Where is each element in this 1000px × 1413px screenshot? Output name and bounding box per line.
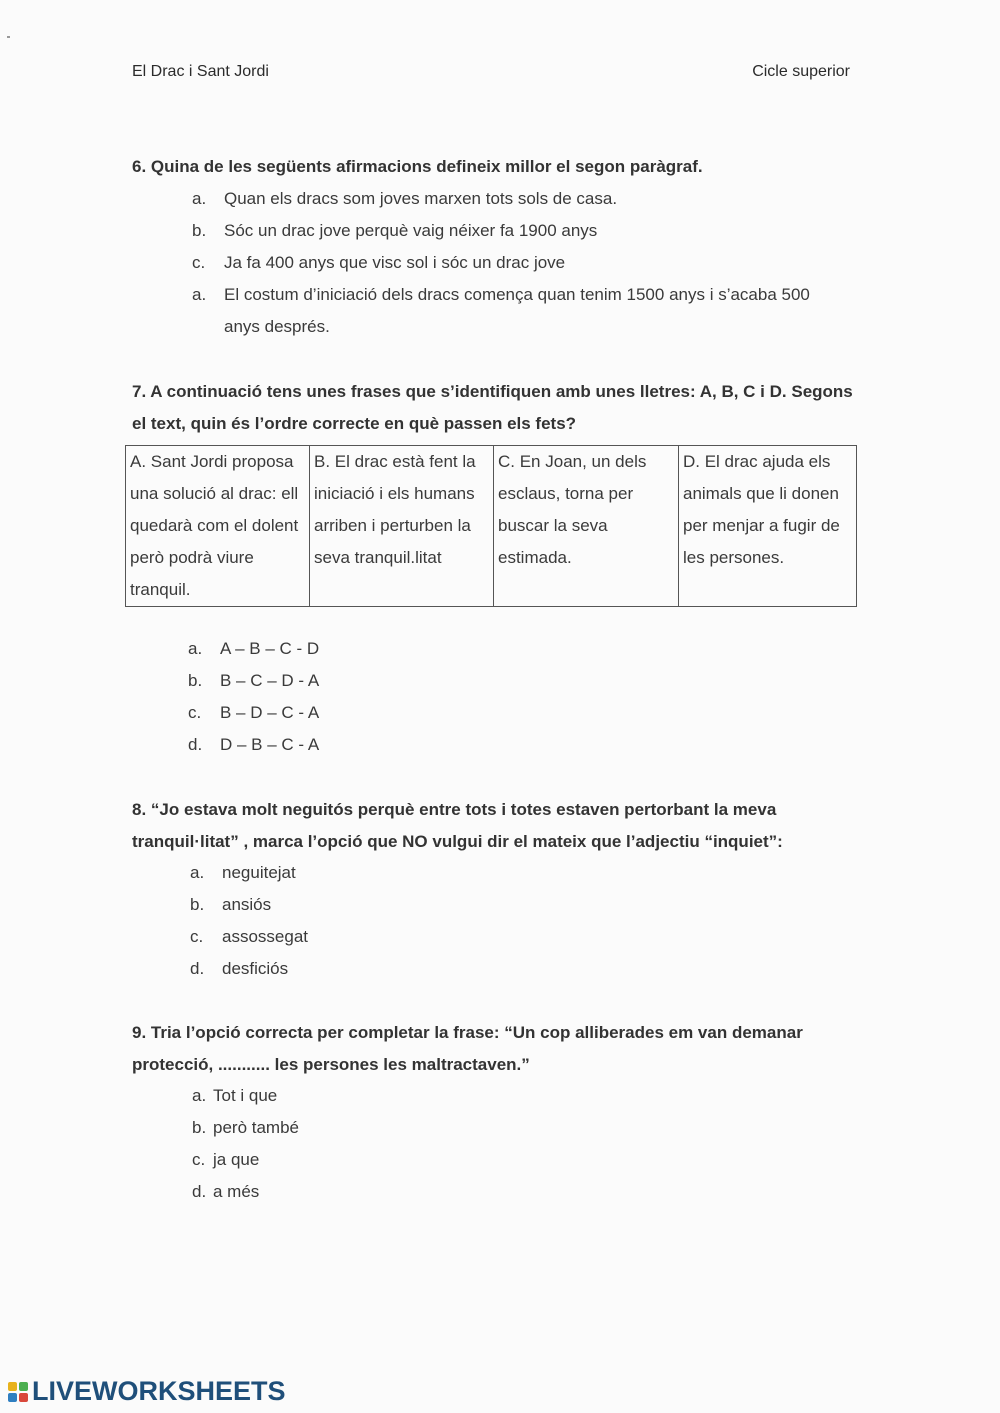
table-cell-b: B. El drac està fent la iniciació i els humans arriben i perturben la seva tranquil.litat <box>310 446 494 607</box>
option-letter: c. <box>192 1150 206 1169</box>
option-text: desficiós <box>222 959 289 978</box>
option[interactable] <box>192 183 837 215</box>
option[interactable] <box>192 247 837 279</box>
question-7: 7. A continuació tens unes frases que s’identifiquen amb unes lletres: A, B, C i D. Segons el text, quin és l’ordre correcte en què passen els fets? <box>132 382 853 433</box>
events-table <box>125 445 857 607</box>
option-letter: b. <box>188 671 203 690</box>
option[interactable] <box>192 215 837 247</box>
scan-speck <box>7 36 10 38</box>
option-letter: d. <box>192 1182 207 1201</box>
option-text: Sóc un drac jove perquè vaig néixer fa 1900 anys <box>224 221 598 240</box>
option[interactable] <box>192 1144 492 1176</box>
option-text: A – B – C - D <box>220 639 320 658</box>
document-level: Cicle superior <box>752 63 850 80</box>
table-cell-d: D. El drac ajuda els animals que li donen per menjar a fugir de les persones. <box>679 446 857 607</box>
option-text: a més <box>213 1182 260 1201</box>
question-8: 8. “Jo estava molt neguitós perquè entre tots i totes estaven pertorbant la meva tranquil·litat” , marca l’opció que NO vulgui dir el mateix que l’adjectiu “inquiet”: <box>132 800 783 851</box>
option[interactable] <box>190 921 490 953</box>
question-8-options <box>190 857 490 985</box>
option-text: D – B – C - A <box>220 735 320 754</box>
option-letter: c. <box>188 703 202 722</box>
option[interactable] <box>192 1112 492 1144</box>
option-letter: b. <box>192 221 207 240</box>
option-letter: a. <box>192 285 207 304</box>
option-text: Quan els dracs som joves marxen tots sols de casa. <box>224 189 618 208</box>
option[interactable] <box>188 729 488 761</box>
option-letter: b. <box>192 1118 207 1137</box>
option[interactable] <box>188 665 488 697</box>
option-letter: a. <box>188 639 203 658</box>
option-text: El costum d’iniciació dels dracs comença quan tenim 1500 anys i s’acaba 500 anys després. <box>224 285 810 336</box>
option-text: ansiós <box>222 895 272 914</box>
logo-block <box>19 1393 28 1402</box>
table-row <box>126 446 857 607</box>
logo-block <box>8 1382 17 1391</box>
option-letter: a. <box>192 1086 207 1105</box>
option-letter: b. <box>190 895 205 914</box>
question-9-options <box>192 1080 492 1208</box>
question-9: 9. Tria l’opció correcta per completar la frase: “Un cop alliberades em van demanar protecció, ........... les persones les maltractaven.” <box>132 1023 803 1074</box>
option-text: B – C – D - A <box>220 671 320 690</box>
option[interactable] <box>188 633 488 665</box>
option-letter: c. <box>190 927 204 946</box>
table-cell-a: A. Sant Jordi proposa una solució al drac: ell quedarà com el dolent però podrà viure tranquil. <box>126 446 310 607</box>
option[interactable] <box>190 953 490 985</box>
option-text: assossegat <box>222 927 308 946</box>
option-letter: d. <box>190 959 205 978</box>
option-text: B – D – C - A <box>220 703 320 722</box>
logo-block <box>8 1393 17 1402</box>
option-letter: a. <box>190 863 205 882</box>
question-6: 6. Quina de les següents afirmacions defineix millor el segon paràgraf. <box>132 157 703 176</box>
option-text: però també <box>213 1118 299 1137</box>
option-text: Ja fa 400 anys que visc sol i sóc un drac jove <box>224 253 566 272</box>
option[interactable] <box>188 697 488 729</box>
option[interactable] <box>190 889 490 921</box>
option[interactable] <box>192 1176 492 1208</box>
option[interactable] <box>192 1080 492 1112</box>
logo-blocks-icon <box>8 1382 28 1402</box>
table-cell-c: C. En Joan, un dels esclaus, torna per buscar la seva estimada. <box>494 446 679 607</box>
option-letter: c. <box>192 253 206 272</box>
logo-block <box>19 1382 28 1391</box>
option-letter: a. <box>192 189 207 208</box>
liveworksheets-logo[interactable] <box>8 1376 286 1407</box>
option-letter: d. <box>188 735 203 754</box>
brand-name: LIVEWORKSHEETS <box>32 1376 286 1406</box>
option-text: neguitejat <box>222 863 296 882</box>
document-title: El Drac i Sant Jordi <box>132 63 269 80</box>
question-7-options <box>188 633 488 761</box>
option[interactable] <box>190 857 490 889</box>
option-text: Tot i que <box>213 1086 278 1105</box>
option[interactable] <box>192 279 837 343</box>
question-6-options <box>192 183 837 343</box>
option-text: ja que <box>213 1150 260 1169</box>
